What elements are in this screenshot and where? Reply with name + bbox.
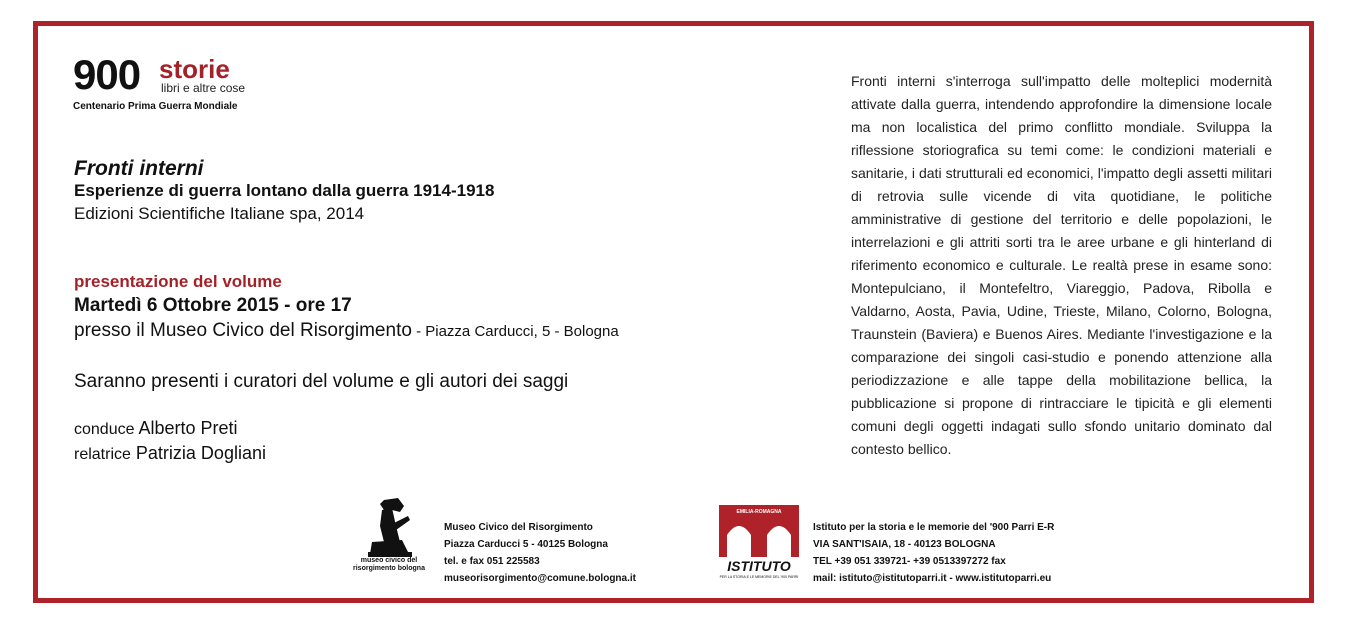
museum-contact-block (444, 519, 636, 587)
museum-logo-caption: museo civico del risorgimento bologna (353, 557, 425, 572)
book-subtitle: Esperienze di guerra lontano dalla guerra 1914-1918 (74, 181, 495, 200)
logo-number: 900 (73, 51, 141, 98)
moderator-role: conduce (74, 421, 135, 438)
moderator-name: Alberto Preti (134, 418, 238, 438)
istituto-logo-icon (717, 505, 801, 579)
istituto-logo-tagline: PER LA STORIA E LE MEMORIE DEL '900 PARRI (719, 575, 799, 579)
book-publisher: Edizioni Scientifiche Italiane spa, 2014 (74, 204, 365, 223)
presentation-label: presentazione del volume (74, 272, 282, 291)
venue-name: presso il Museo Civico del Risorgimento (74, 320, 412, 341)
speaker-name: Patrizia Dogliani (130, 443, 266, 463)
istituto-phone: TEL +39 051 339721- +39 0513397272 fax (813, 556, 1006, 567)
istituto-logo-word: ISTITUTO (727, 558, 791, 574)
museum-phone: tel. e fax 051 225583 (444, 556, 540, 567)
event-venue (74, 320, 619, 342)
moderator (74, 418, 238, 439)
logo-word: storie (159, 54, 230, 84)
istituto-contact-block (813, 519, 1054, 587)
logo-tagline: libri e altre cose (161, 81, 246, 95)
curators-note: Saranno presenti i curatori del volume e gli autori dei saggi (74, 371, 569, 392)
event-date: Martedì 6 Ottobre 2015 - ore 17 (74, 295, 352, 316)
istituto-contacts[interactable]: mail: istituto@istitutoparri.it - www.istitutoparri.eu (813, 573, 1052, 584)
book-title: Fronti interni (74, 157, 204, 180)
istituto-name: Istituto per la storia e le memorie del '900 Parri E-R (813, 522, 1055, 533)
museum-name: Museo Civico del Risorgimento (444, 522, 593, 533)
speaker (74, 443, 266, 464)
speaker-role: relatrice (74, 446, 131, 463)
venue-address: - Piazza Carducci, 5 - Bologna (411, 323, 619, 340)
book-description: Fronti interni s'interroga sull'impatto delle molteplici modernità attivate dalla guerra, intendendo approfondire la dimensione locale ma non localistica del primo conflitto mondiale. Sviluppa la riflessione storiografica su temi come: le condizioni materiali e sanitarie, i dati strutturali ed economici, l'impatto degli assetti militari di retrovia sulle vicende di vita quotidiane, le politiche amministrative di gestione del territorio e delle popolazioni, le interrelazioni e gli attriti sorti tra le aree urbane e gli hinterland di riferimento economico e culturale. Le realtà prese in esame sono: Montepulciano, il Montefeltro, Viareggio, Padova, Ribolla e Valdarno, Aosta, Pavia, Udine, Trieste, Milano, Colorno, Bologna, Traunstein (Baviera) e Buenos Aires. Mediante l'investigazione e la comparazione dei singoli casi-studio e ponendo attenzione alla periodizzazione e alle tappe della mobilitazione bellica, la pubblicazione si propone di rintracciare le tipicità e gli elementi comuni degli oggetti indagati sullo sfondo unitario dominato dal contesto bellico. (851, 73, 1272, 457)
istituto-logo-region: EMILIA-ROMAGNA (736, 509, 782, 515)
logo-centenario: Centenario Prima Guerra Mondiale (73, 101, 238, 112)
museum-email[interactable]: museorisorgimento@comune.bologna.it (444, 573, 636, 584)
istituto-address: VIA SANT'ISAIA, 18 - 40123 BOLOGNA (813, 539, 996, 550)
museum-address: Piazza Carducci 5 - 40125 Bologna (444, 539, 608, 550)
